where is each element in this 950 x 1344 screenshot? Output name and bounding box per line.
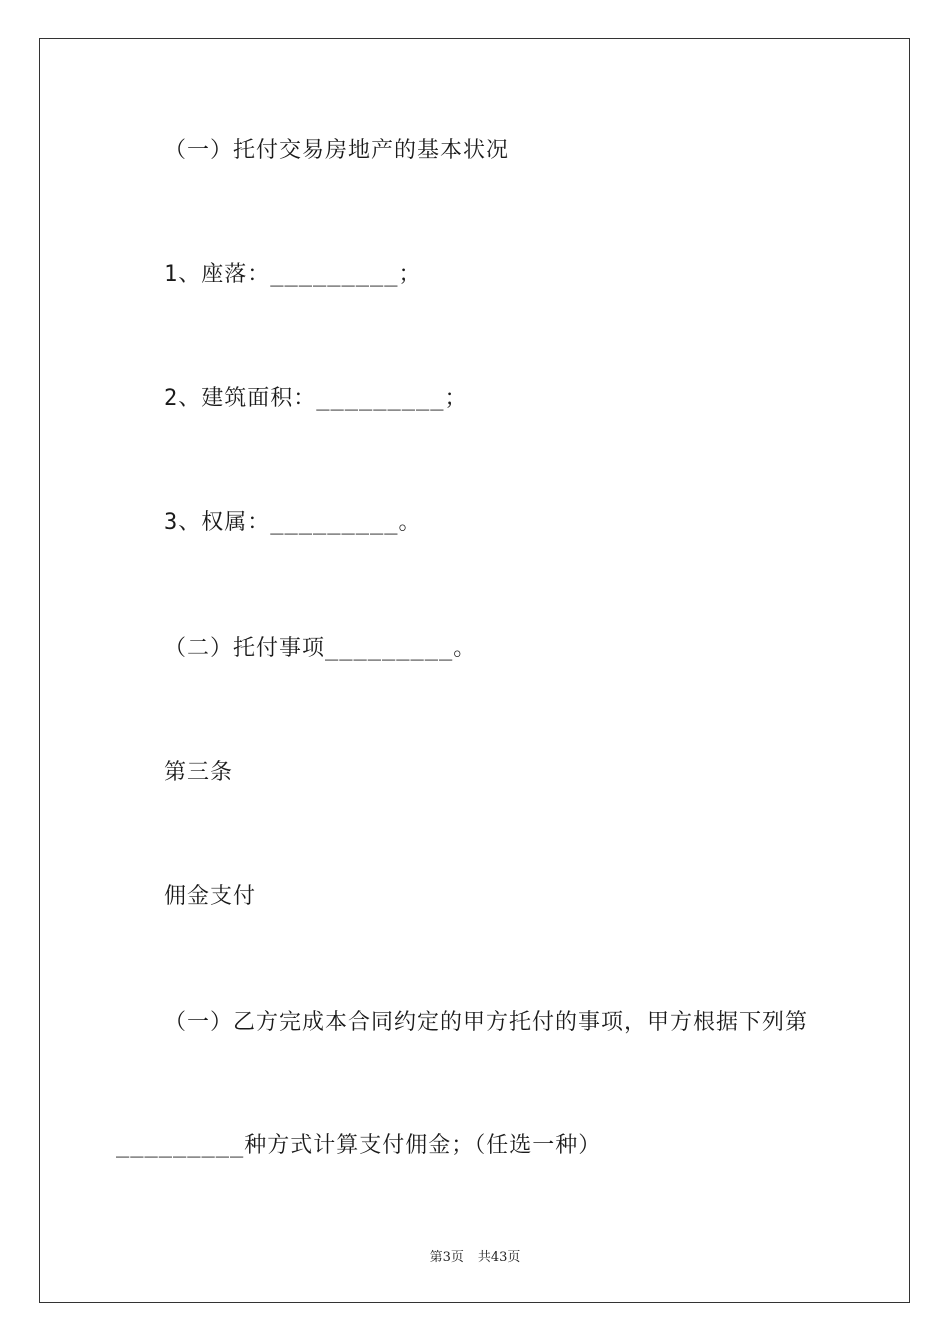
page-border	[39, 38, 910, 1303]
paragraph-commission-line-1: （一）乙方完成本合同约定的甲方托付的事项，甲方根据下列第	[164, 1010, 809, 1035]
paragraph-commission-line-2: _________种方式计算支付佣金；（任选一种）	[116, 1133, 602, 1158]
field-ownership: 3、权属：_________。	[164, 510, 422, 535]
section-heading-property-status: （一）托付交易房地产的基本状况	[164, 138, 510, 163]
field-building-area: 2、建筑面积：_________；	[164, 386, 468, 411]
field-location: 1、座落：_________；	[164, 262, 422, 287]
section-heading-entrusted-matters: （二）托付事项_________。	[164, 636, 477, 661]
page-footer	[0, 1246, 950, 1265]
total-pages: 共43页	[477, 1250, 521, 1265]
article-three-heading: 第三条	[164, 760, 234, 785]
commission-payment-heading: 佣金支付	[164, 884, 257, 909]
page-number: 第3页	[429, 1250, 464, 1265]
